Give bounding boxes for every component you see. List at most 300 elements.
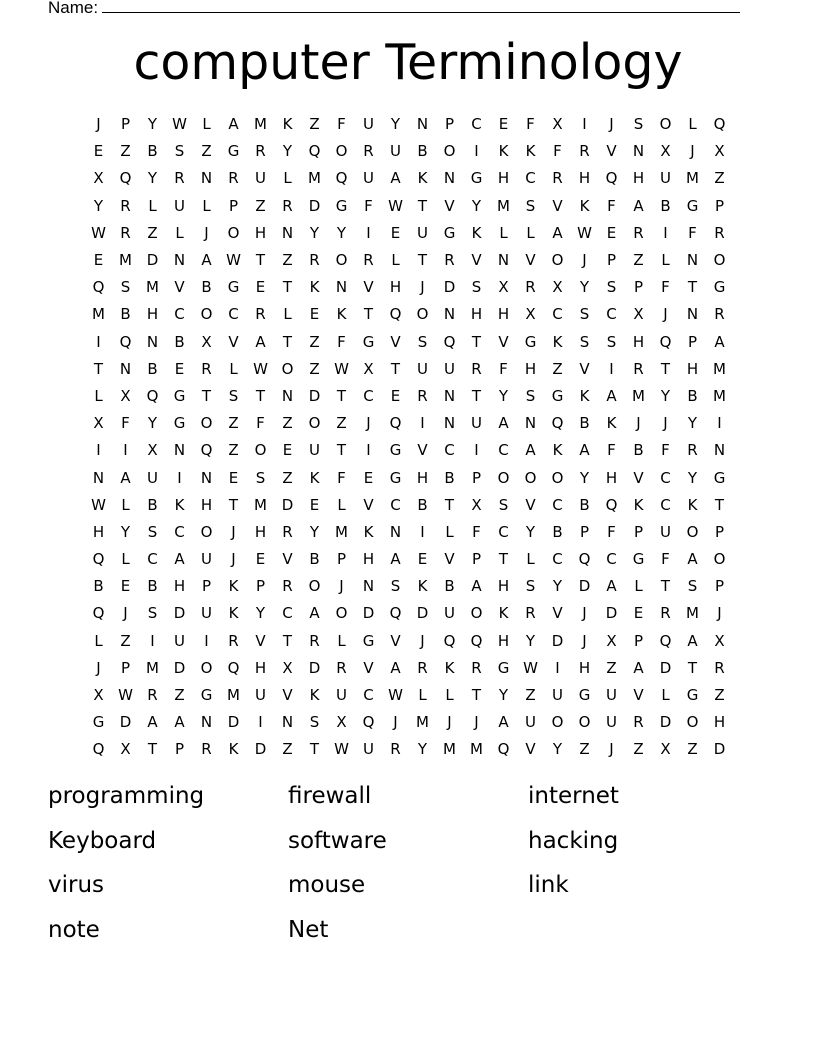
grid-letter: R xyxy=(363,142,374,161)
grid-letter: C xyxy=(228,305,239,324)
grid-letter: S xyxy=(579,332,590,351)
grid-letter: W xyxy=(388,196,403,215)
grid-letter: Y xyxy=(687,414,698,433)
grid-letter: J xyxy=(582,604,587,623)
grid-letter: Q xyxy=(92,550,105,569)
grid-letter: E xyxy=(93,142,104,161)
grid-letter: J xyxy=(690,142,695,161)
grid-letter: B xyxy=(309,550,320,569)
grid-letter: E xyxy=(498,115,509,134)
grid-letter: R xyxy=(660,604,671,623)
grid-letter: O xyxy=(254,441,267,460)
grid-letter: Q xyxy=(713,115,726,134)
grid-letter: T xyxy=(471,686,482,705)
grid-letter: Z xyxy=(633,740,644,759)
grid-letter: I xyxy=(717,414,722,433)
grid-letter: R xyxy=(228,169,239,188)
grid-letter: R xyxy=(255,142,266,161)
grid-letter: Y xyxy=(579,468,590,487)
grid-letter: Q xyxy=(443,332,456,351)
grid-letter: C xyxy=(174,522,185,541)
grid-letter: A xyxy=(147,713,158,732)
grid-letter: U xyxy=(201,604,212,623)
grid-letter: I xyxy=(366,223,371,242)
grid-letter: X xyxy=(714,631,725,650)
grid-row xyxy=(85,546,733,573)
grid-letter: P xyxy=(336,550,347,569)
grid-letter: I xyxy=(150,631,155,650)
grid-letter: J xyxy=(339,577,344,596)
grid-letter: R xyxy=(471,658,482,677)
grid-letter: I xyxy=(366,441,371,460)
grid-letter: G xyxy=(524,332,537,351)
grid-letter: K xyxy=(228,604,239,623)
grid-letter: B xyxy=(444,468,455,487)
grid-letter: R xyxy=(552,169,563,188)
grid-letter: V xyxy=(525,740,536,759)
grid-letter: G xyxy=(632,550,645,569)
grid-letter: T xyxy=(471,386,482,405)
grid-letter: S xyxy=(606,332,617,351)
grid-letter: J xyxy=(393,713,398,732)
grid-letter: O xyxy=(200,522,213,541)
grid-letter: C xyxy=(363,686,374,705)
grid-row xyxy=(85,138,733,165)
grid-row xyxy=(85,274,733,301)
word-list-item: mouse xyxy=(288,872,366,898)
grid-letter: Y xyxy=(120,522,131,541)
grid-letter: K xyxy=(579,386,590,405)
grid-letter: Y xyxy=(93,196,104,215)
grid-letter: Q xyxy=(578,550,591,569)
grid-letter: W xyxy=(91,223,106,242)
grid-letter: R xyxy=(282,196,293,215)
grid-letter: V xyxy=(228,332,239,351)
grid-letter: K xyxy=(606,414,617,433)
grid-letter: E xyxy=(606,223,617,242)
grid-letter: N xyxy=(524,414,537,433)
grid-letter: P xyxy=(633,522,644,541)
grid-letter: C xyxy=(498,522,509,541)
grid-letter: K xyxy=(417,169,428,188)
grid-letter: X xyxy=(147,441,158,460)
grid-letter: C xyxy=(552,495,563,514)
word-list-item: note xyxy=(48,916,100,943)
grid-letter: L xyxy=(337,631,346,650)
grid-letter: Q xyxy=(389,604,402,623)
grid-letter: O xyxy=(308,577,321,596)
grid-letter: C xyxy=(606,305,617,324)
grid-letter: T xyxy=(147,740,158,759)
grid-letter: U xyxy=(390,142,401,161)
grid-letter: G xyxy=(497,658,510,677)
grid-letter: N xyxy=(200,713,213,732)
grid-letter: C xyxy=(282,604,293,623)
grid-letter: M xyxy=(308,169,321,188)
grid-letter: N xyxy=(362,577,375,596)
grid-letter: V xyxy=(255,631,266,650)
grid-letter: B xyxy=(147,495,158,514)
grid-letter: P xyxy=(579,522,590,541)
word-list-item: software xyxy=(288,827,387,854)
grid-letter: H xyxy=(200,495,213,514)
grid-letter: H xyxy=(524,359,537,378)
grid-letter: F xyxy=(499,359,508,378)
grid-letter: P xyxy=(201,577,212,596)
grid-letter: O xyxy=(551,251,564,270)
word-list-item: programming xyxy=(48,783,205,809)
grid-letter: U xyxy=(444,604,455,623)
word-list-item: Net xyxy=(288,916,329,943)
grid-letter: H xyxy=(254,223,267,242)
grid-letter: A xyxy=(174,550,185,569)
grid-letter: A xyxy=(309,604,320,623)
grid-letter: K xyxy=(309,468,320,487)
grid-letter: R xyxy=(120,196,131,215)
grid-letter: M xyxy=(254,495,267,514)
grid-letter: P xyxy=(228,196,239,215)
grid-letter: B xyxy=(444,577,455,596)
grid-letter: T xyxy=(390,359,401,378)
grid-letter: W xyxy=(523,658,538,677)
grid-letter: G xyxy=(713,468,726,487)
grid-letter: K xyxy=(228,740,239,759)
grid-letter: N xyxy=(443,386,456,405)
grid-letter: L xyxy=(283,169,292,188)
grid-letter: O xyxy=(713,550,726,569)
grid-letter: N xyxy=(92,468,105,487)
grid-letter: V xyxy=(282,686,293,705)
grid-letter: I xyxy=(258,713,263,732)
grid-letter: O xyxy=(200,305,213,324)
grid-letter: U xyxy=(417,223,428,242)
grid-letter: H xyxy=(254,658,267,677)
grid-letter: J xyxy=(231,550,236,569)
grid-letter: F xyxy=(661,550,670,569)
grid-letter: Y xyxy=(498,686,509,705)
grid-letter: T xyxy=(417,196,428,215)
grid-letter: Z xyxy=(282,468,293,487)
grid-row xyxy=(85,111,733,138)
grid-letter: Y xyxy=(417,740,428,759)
grid-letter: Q xyxy=(119,332,132,351)
grid-letter: P xyxy=(120,658,131,677)
grid-letter: M xyxy=(227,686,240,705)
grid-letter: B xyxy=(417,142,428,161)
grid-letter: A xyxy=(390,550,401,569)
grid-letter: P xyxy=(255,577,266,596)
grid-letter: U xyxy=(336,686,347,705)
grid-letter: D xyxy=(362,604,375,623)
grid-letter: N xyxy=(173,441,186,460)
grid-letter: Q xyxy=(335,169,348,188)
grid-letter: V xyxy=(390,631,401,650)
grid-row xyxy=(85,464,733,491)
grid-letter: D xyxy=(659,658,672,677)
grid-letter: N xyxy=(389,522,402,541)
grid-letter: X xyxy=(282,658,293,677)
grid-letter: Y xyxy=(147,115,158,134)
grid-letter: Y xyxy=(309,522,320,541)
grid-letter: X xyxy=(93,686,104,705)
grid-letter: U xyxy=(255,169,266,188)
grid-letter: A xyxy=(714,332,725,351)
grid-letter: F xyxy=(688,223,697,242)
grid-letter: H xyxy=(416,468,429,487)
grid-letter: E xyxy=(228,468,239,487)
grid-letter: S xyxy=(579,305,590,324)
grid-letter: A xyxy=(498,414,509,433)
grid-letter: X xyxy=(120,386,131,405)
grid-letter: V xyxy=(552,604,563,623)
grid-letter: I xyxy=(123,441,128,460)
grid-letter: S xyxy=(525,577,536,596)
grid-letter: J xyxy=(474,713,479,732)
grid-letter: Q xyxy=(92,740,105,759)
grid-letter: N xyxy=(416,115,429,134)
grid-letter: T xyxy=(336,441,347,460)
grid-letter: O xyxy=(686,713,699,732)
grid-letter: Q xyxy=(92,604,105,623)
grid-letter: O xyxy=(200,414,213,433)
grid-letter: K xyxy=(552,441,563,460)
grid-letter: Z xyxy=(336,414,347,433)
grid-letter: M xyxy=(470,740,483,759)
grid-letter: F xyxy=(337,468,346,487)
grid-letter: W xyxy=(388,686,403,705)
grid-letter: W xyxy=(118,686,133,705)
grid-letter: Y xyxy=(552,577,563,596)
grid-letter: B xyxy=(201,278,212,297)
grid-row xyxy=(85,709,733,736)
grid-letter: F xyxy=(526,115,535,134)
grid-letter: I xyxy=(420,522,425,541)
grid-letter: C xyxy=(363,386,374,405)
grid-letter: R xyxy=(309,251,320,270)
grid-letter: X xyxy=(660,740,671,759)
grid-letter: T xyxy=(660,359,671,378)
grid-letter: P xyxy=(714,522,725,541)
grid-row xyxy=(85,628,733,655)
grid-letter: N xyxy=(497,251,510,270)
grid-letter: K xyxy=(579,196,590,215)
grid-letter: R xyxy=(255,305,266,324)
grid-letter: H xyxy=(362,550,375,569)
grid-row xyxy=(85,655,733,682)
grid-letter: E xyxy=(390,223,401,242)
grid-letter: J xyxy=(609,115,614,134)
grid-letter: K xyxy=(174,495,185,514)
grid-letter: M xyxy=(416,713,429,732)
grid-letter: B xyxy=(417,495,428,514)
grid-letter: R xyxy=(336,658,347,677)
grid-letter: K xyxy=(498,604,509,623)
grid-letter: F xyxy=(661,441,670,460)
grid-letter: J xyxy=(420,631,425,650)
grid-letter: G xyxy=(713,278,726,297)
grid-letter: W xyxy=(577,223,592,242)
grid-letter: L xyxy=(445,686,454,705)
grid-letter: E xyxy=(255,550,266,569)
grid-letter: X xyxy=(552,115,563,134)
grid-letter: L xyxy=(526,223,535,242)
grid-letter: Q xyxy=(443,631,456,650)
grid-letter: Y xyxy=(147,169,158,188)
grid-letter: J xyxy=(582,631,587,650)
grid-letter: W xyxy=(334,359,349,378)
grid-letter: M xyxy=(146,658,159,677)
grid-letter: O xyxy=(686,522,699,541)
grid-letter: T xyxy=(687,278,698,297)
grid-letter: V xyxy=(174,278,185,297)
grid-letter: D xyxy=(146,251,159,270)
grid-letter: A xyxy=(174,713,185,732)
grid-letter: I xyxy=(474,441,479,460)
grid-letter: R xyxy=(201,740,212,759)
grid-letter: E xyxy=(390,386,401,405)
grid-letter: E xyxy=(363,468,374,487)
grid-letter: L xyxy=(661,686,670,705)
grid-letter: S xyxy=(255,468,266,487)
grid-letter: I xyxy=(474,142,479,161)
grid-letter: M xyxy=(497,196,510,215)
grid-letter: A xyxy=(606,386,617,405)
grid-letter: X xyxy=(471,495,482,514)
grid-letter: H xyxy=(92,522,105,541)
grid-letter: J xyxy=(609,740,614,759)
grid-row xyxy=(85,220,733,247)
grid-letter: I xyxy=(582,115,587,134)
grid-letter: E xyxy=(255,278,266,297)
grid-letter: D xyxy=(173,658,186,677)
grid-letter: L xyxy=(229,359,238,378)
grid-letter: X xyxy=(120,740,131,759)
grid-letter: P xyxy=(174,740,185,759)
word-list-item: firewall xyxy=(288,783,372,809)
grid-letter: X xyxy=(201,332,212,351)
grid-letter: E xyxy=(417,550,428,569)
grid-letter: G xyxy=(389,468,402,487)
grid-letter: Q xyxy=(389,414,402,433)
grid-letter: C xyxy=(552,305,563,324)
grid-letter: F xyxy=(364,196,373,215)
grid-letter: N xyxy=(686,305,699,324)
grid-letter: P xyxy=(714,577,725,596)
grid-letter: R xyxy=(444,251,455,270)
grid-letter: A xyxy=(687,631,698,650)
grid-letter: U xyxy=(444,359,455,378)
grid-letter: F xyxy=(607,441,616,460)
grid-letter: Z xyxy=(714,169,725,188)
grid-letter: V xyxy=(525,495,536,514)
grid-letter: G xyxy=(551,386,564,405)
grid-row xyxy=(85,492,733,519)
grid-letter: P xyxy=(714,196,725,215)
word-list-item: link xyxy=(528,872,569,898)
grid-row xyxy=(85,519,733,546)
grid-letter: S xyxy=(525,386,536,405)
grid-letter: B xyxy=(147,142,158,161)
grid-letter: X xyxy=(93,414,104,433)
grid-letter: G xyxy=(686,686,699,705)
grid-row xyxy=(85,301,733,328)
grid-letter: C xyxy=(525,169,536,188)
grid-letter: S xyxy=(228,386,239,405)
grid-letter: O xyxy=(578,713,591,732)
grid-letter: V xyxy=(633,468,644,487)
grid-letter: R xyxy=(579,142,590,161)
grid-letter: F xyxy=(337,115,346,134)
grid-letter: F xyxy=(607,196,616,215)
grid-letter: F xyxy=(256,414,265,433)
letter-grid xyxy=(85,111,733,764)
grid-letter: U xyxy=(363,740,374,759)
grid-letter: V xyxy=(363,278,374,297)
grid-letter: K xyxy=(471,223,482,242)
grid-letter: V xyxy=(525,251,536,270)
grid-letter: J xyxy=(420,278,425,297)
grid-letter: V xyxy=(471,251,482,270)
grid-letter: O xyxy=(551,468,564,487)
grid-letter: T xyxy=(255,386,266,405)
grid-letter: Z xyxy=(201,142,212,161)
grid-letter: Y xyxy=(147,414,158,433)
grid-letter: O xyxy=(524,468,537,487)
grid-letter: T xyxy=(336,386,347,405)
grid-letter: C xyxy=(444,441,455,460)
grid-letter: T xyxy=(282,631,293,650)
grid-letter: V xyxy=(444,196,455,215)
grid-row xyxy=(85,329,733,356)
grid-letter: U xyxy=(363,115,374,134)
grid-letter: W xyxy=(253,359,268,378)
grid-letter: B xyxy=(579,495,590,514)
grid-letter: O xyxy=(659,115,672,134)
grid-letter: J xyxy=(204,223,209,242)
grid-letter: K xyxy=(552,332,563,351)
word-list-item: internet xyxy=(528,783,619,809)
grid-letter: B xyxy=(660,196,671,215)
grid-letter: D xyxy=(173,604,186,623)
grid-letter: J xyxy=(663,414,668,433)
grid-letter: J xyxy=(366,414,371,433)
grid-letter: O xyxy=(227,223,240,242)
grid-letter: L xyxy=(337,495,346,514)
name-underline xyxy=(102,0,740,13)
grid-letter: O xyxy=(443,142,456,161)
grid-letter: H xyxy=(173,577,186,596)
name-label: Name: xyxy=(48,0,99,17)
grid-letter: P xyxy=(687,332,698,351)
grid-letter: G xyxy=(173,414,186,433)
grid-letter: U xyxy=(174,631,185,650)
grid-letter: G xyxy=(200,686,213,705)
grid-row xyxy=(85,410,733,437)
grid-letter: P xyxy=(471,468,482,487)
grid-letter: U xyxy=(309,441,320,460)
grid-row xyxy=(85,573,733,600)
grid-letter: Z xyxy=(282,414,293,433)
grid-letter: B xyxy=(633,441,644,460)
name-field xyxy=(48,0,748,18)
grid-letter: K xyxy=(336,305,347,324)
grid-letter: J xyxy=(231,522,236,541)
grid-letter: A xyxy=(633,658,644,677)
grid-letter: L xyxy=(175,223,184,242)
grid-letter: X xyxy=(336,713,347,732)
grid-letter: K xyxy=(417,577,428,596)
grid-letter: G xyxy=(443,223,456,242)
